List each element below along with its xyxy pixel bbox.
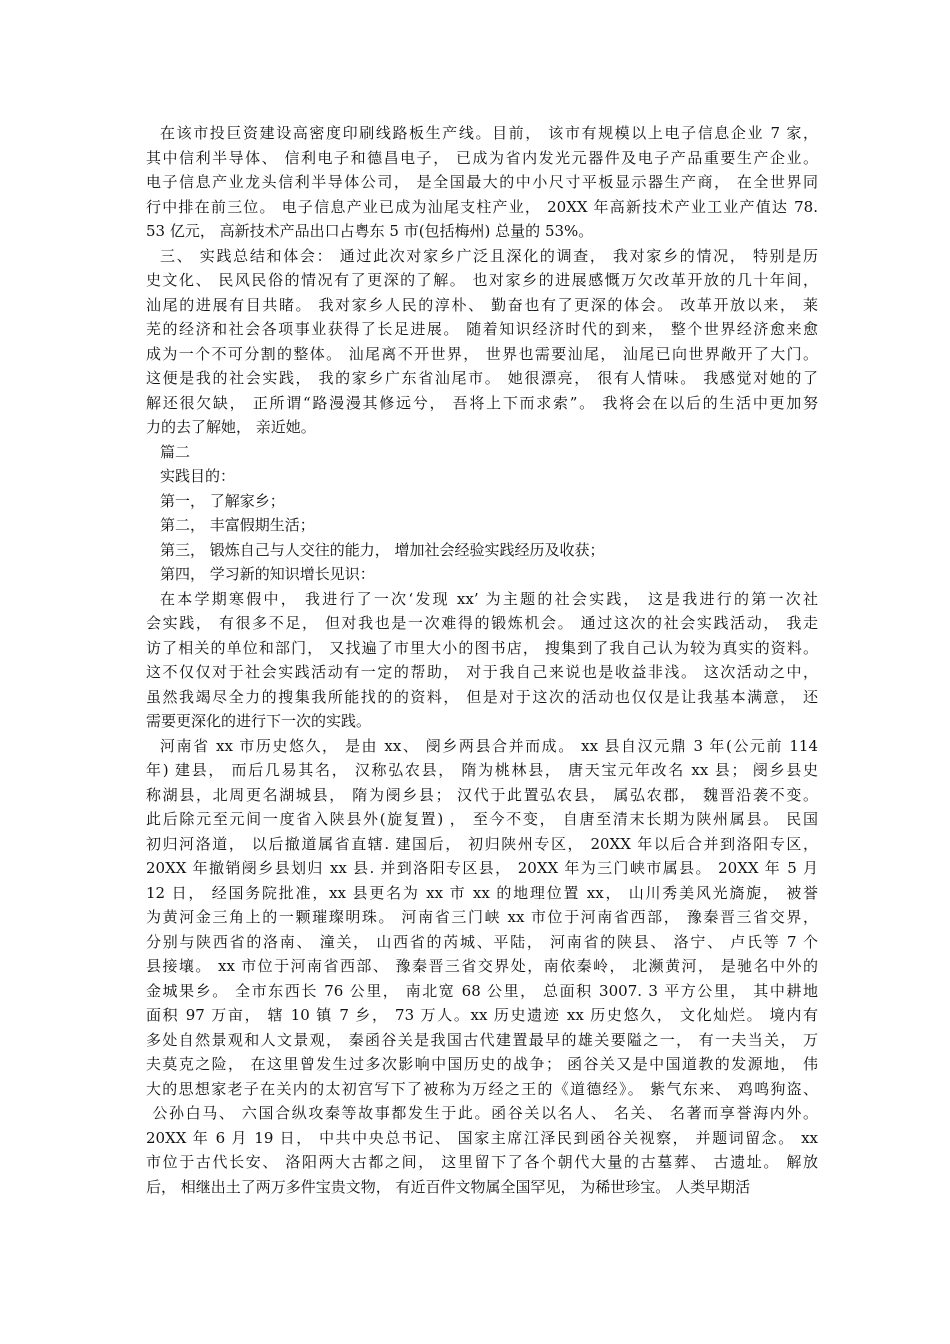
text-line: 称湖县，北周更名湖城县， 隋为阌乡县； 汉代于此置弘农县， 属弘农郡， 魏晋沿袭不变。 <box>146 785 818 804</box>
text-line: 访了相关的单位和部门， 又找遍了市里大小的图书店， 搜集到了我自己认为较为真实的资料。 <box>146 638 818 657</box>
text-line: 第一， 了解家乡； <box>160 491 285 510</box>
paragraph <box>146 734 818 1200</box>
text-line: 成为一个不可分割的整体。 汕尾离不开世界， 世界也需要汕尾， 汕尾已向世界敞开了大门。 <box>146 344 818 363</box>
document-page <box>146 121 818 1199</box>
text-line: 年) 建县， 而后几易其名， 汉称弘农县， 隋为桃林县， 唐天宝元年改名 xx 县； 阌乡县史 <box>146 761 818 779</box>
text-line: 汕尾的进展有目共睹。 我对家乡人民的淳朴、 勤奋也有了更深的体会。 改革开放以来， 莱 <box>146 295 818 314</box>
text-line: 这不仅仅对于社会实践活动有一定的帮助， 对于我自己来说也是收益非浅。 这次活动之中， <box>146 663 818 681</box>
text-line: 金城果乡。 全市东西长 76 公里， 南北宽 68 公里， 总面积 3007. 3 平方公里， 其中耕地 <box>146 981 818 1000</box>
paragraph <box>146 440 818 465</box>
text-line: 第四， 学习新的知识增长见识： <box>160 565 375 583</box>
text-line: 第三， 锻炼自己与人交往的能力， 增加社会经验实践经历及收获； <box>160 540 605 559</box>
paragraph <box>146 587 818 734</box>
paragraph <box>146 489 818 514</box>
text-line: 此后除元至元间一度省入陕县外(旋复置) ， 至今不变， 自唐至清末长期为陕州属县。 民国 <box>146 810 818 828</box>
text-line: 在该市投巨资建设高密度印刷线路板生产线。目前， 该市有规模以上电子信息企业 7 家， <box>160 124 818 142</box>
paragraph <box>146 464 818 489</box>
text-line: 20XX 年 6 月 19 日， 中共中央总书记、 国家主席江泽民到函谷关视察， 并题词留念。 xx <box>146 1128 818 1147</box>
text-line: 会实践， 有很多不足， 但对我也是一次难得的锻炼机会。 通过这次的社会实践活动， 我走 <box>146 614 818 632</box>
text-line: 面积 97 万亩， 辖 10 镇 7 乡， 73 万人。xx 历史遗迹 xx 历史悠久， 文化灿烂。 境内有 <box>146 1006 818 1024</box>
text-line: 公孙白马、 六国合纵攻秦等故事都发生于此。函谷关以名人、 名关、 名著而享誉海内外。 <box>146 1104 818 1122</box>
text-line: 解还很欠缺， 正所谓“路漫漫其修远兮， 吾将上下而求索”。 我将会在以后的生活中更加努 <box>146 393 818 412</box>
text-line: 这便是我的社会实践， 我的家乡广东省汕尾市。 她很漂亮， 很有人情味。 我感觉对她的了 <box>146 369 818 387</box>
text-line: 53 亿元， 高新技术产品出口占粤东 5 市(包括梅州) 总量的 53%。 <box>146 222 594 240</box>
text-line: 夫莫克之险， 在这里曾发生过多次影响中国历史的战争； 函谷关又是中国道教的发源地， 伟 <box>146 1055 818 1073</box>
paragraph <box>146 538 818 563</box>
text-line: 河南省 xx 市历史悠久， 是由 xx、 阌乡两县合并而成。 xx 县自汉元鼎 3 年(公元前 114 <box>160 736 818 755</box>
text-line: 分别与陕西省的洛南、 潼关， 山西省的芮城、平陆， 河南省的陕县、 洛宁、 卢氏等 7 个 <box>146 932 818 951</box>
text-line: 第二， 丰富假期生活； <box>160 516 315 534</box>
text-line: 后， 相继出土了两万多件宝贵文物， 有近百件文物属全国罕见， 为稀世珍宝。 人类早期活 <box>146 1177 751 1196</box>
text-line: 芜的经济和社会各项事业获得了长足进展。 随着知识经济时代的到来， 整个世界经济愈来愈 <box>146 320 818 338</box>
text-line: 需要更深化的进行下一次的实践。 <box>146 712 372 730</box>
text-line: 12 日， 经国务院批准，xx 县更名为 xx 市 xx 的地理位置 xx， 山川秀美风光旖旎， 被誉 <box>146 883 818 902</box>
paragraph <box>146 121 818 244</box>
paragraph <box>146 244 818 440</box>
paragraph <box>146 513 818 538</box>
text-line: 实践目的： <box>160 467 236 485</box>
text-line: 篇二 <box>160 442 191 461</box>
text-line: 其中信利半导体、 信利电子和德昌电子， 已成为省内发光元器件及电子产品重要生产企业。 <box>146 148 818 167</box>
text-line: 初归河洛道， 以后撤道属省直辖. 建国后， 初归陕州专区， 20XX 年以后合并到洛阳专区， <box>146 834 818 853</box>
text-line: 史文化、 民风民俗的情况有了更深的了解。 也对家乡的进展感慨万欠改革开放的几十年间， <box>146 271 818 289</box>
text-line: 大的思想家老子在关内的太初宫写下了被称为万经之王的《道德经》。 紫气东来、 鸡鸣狗盗、 <box>146 1079 818 1098</box>
text-line: 行中排在前三位。 电子信息产业已成为汕尾支柱产业， 20XX 年高新技术产业工业产值达 78. <box>146 197 818 216</box>
text-line: 在本学期寒假中， 我进行了一次‘发现 xx’ 为主题的社会实践， 这是我进行的第一次社 <box>160 589 818 608</box>
text-line: 力的去了解她， 亲近她。 <box>146 418 316 436</box>
text-line: 为黄河金三角上的一颗璀璨明珠。 河南省三门峡 xx 市位于河南省西部， 豫秦晋三省交界， <box>146 908 818 926</box>
text-line: 电子信息产业龙头信利半导体公司， 是全国最大的中小尺寸平板显示器生产商， 在全世界同 <box>146 173 818 191</box>
paragraph <box>146 562 818 587</box>
text-line: 虽然我竭尽全力的搜集我所能找的的资料， 但是对于这次的活动也仅仅是让我基本满意， 还 <box>146 687 818 706</box>
text-line: 县接壤。 xx 市位于河南省西部、 豫秦晋三省交界处，南依秦岭， 北濒黄河， 是驰名中外的 <box>146 957 818 975</box>
text-line: 20XX 年撤销阌乡县划归 xx 县. 并到洛阳专区县， 20XX 年为三门峡市属县。 20XX 年 5 月 <box>146 859 818 877</box>
text-line: 多处自然景观和人文景观， 秦函谷关是我国古代建置最早的雄关要隘之一， 有一夫当关， 万 <box>146 1030 818 1049</box>
text-line: 三、 实践总结和体会： 通过此次对家乡广泛且深化的调查， 我对家乡的情况， 特别是历 <box>160 246 818 265</box>
text-line: 市位于古代长安、 洛阳两大古都之间， 这里留下了各个朝代大量的古墓葬、 古遗址。 解放 <box>146 1153 818 1171</box>
